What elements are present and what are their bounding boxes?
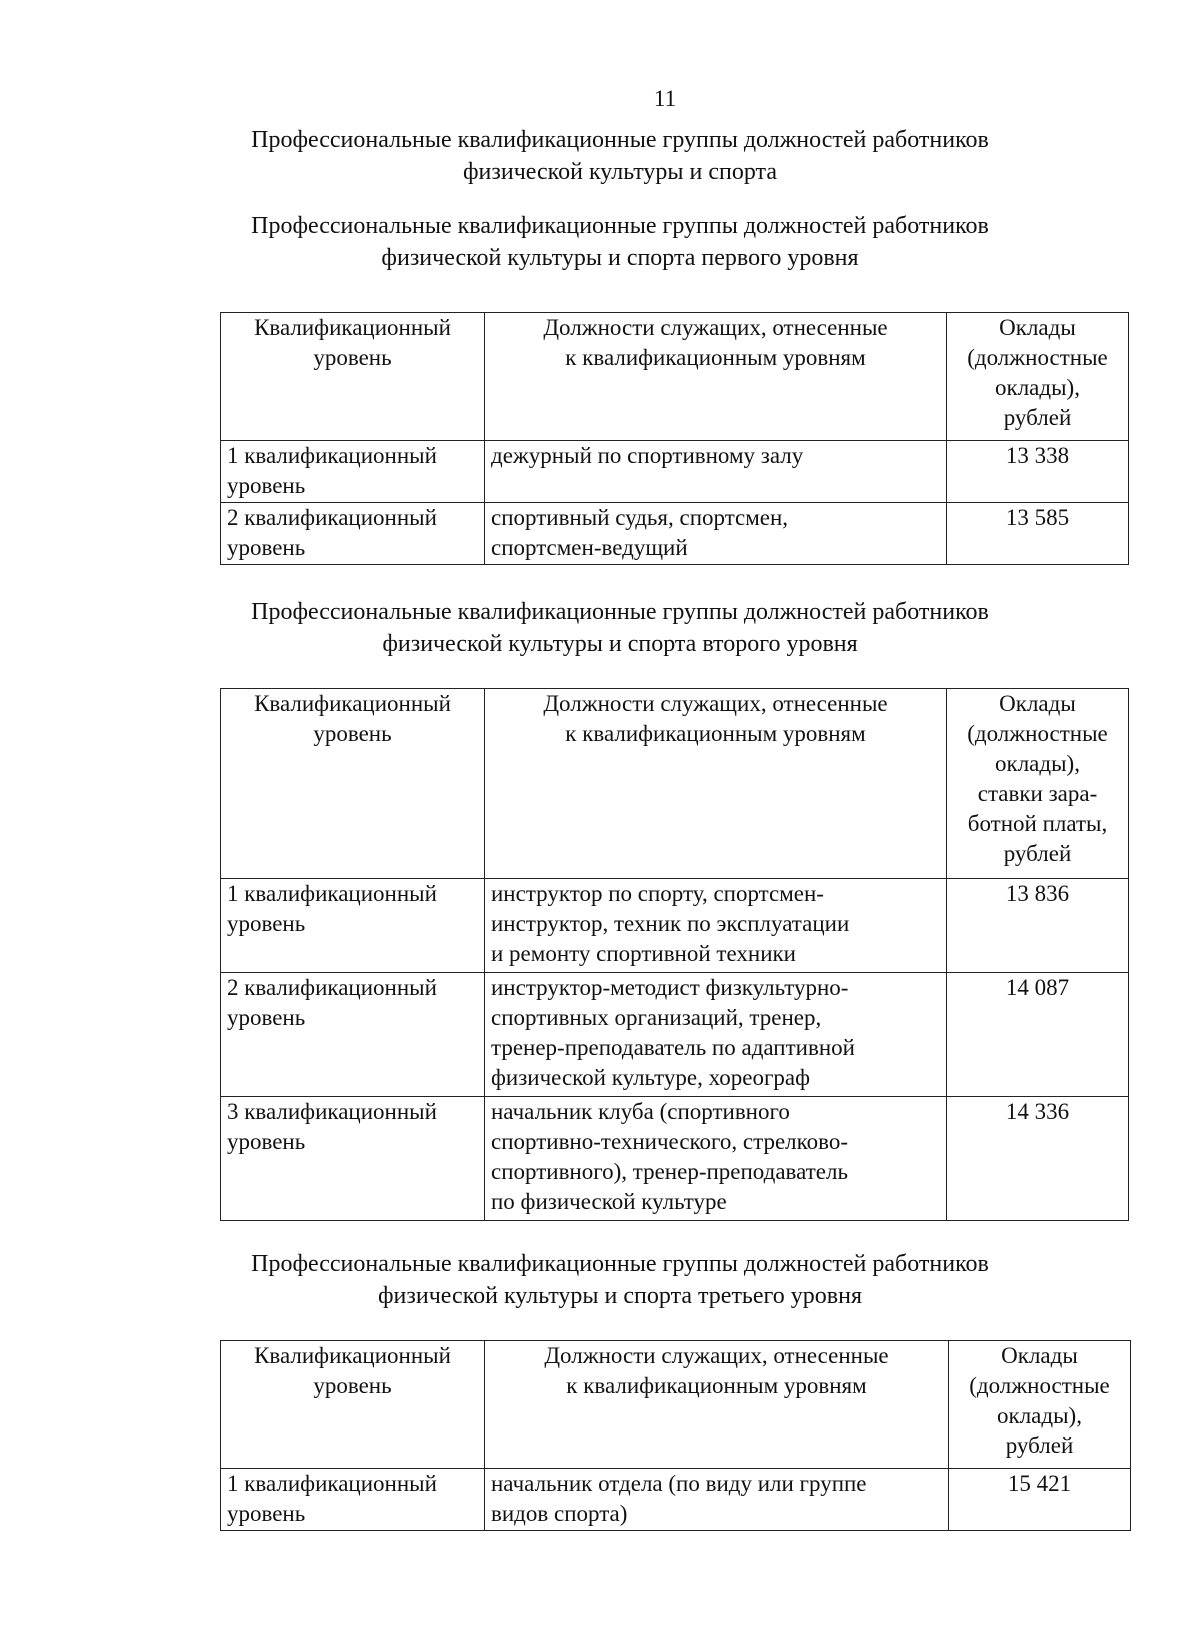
section-3-heading — [180, 1248, 1060, 1312]
column-header-positions: Должности служащих, отнесенные к квалификационным уровням — [485, 313, 947, 441]
positions-cell: начальник отдела (по виду или группе видов спорта) — [485, 1469, 949, 1531]
section-1-table — [220, 312, 1129, 565]
salary-cell: 14 087 — [947, 973, 1129, 1097]
section-heading-line: Профессиональные квалификационные группы должностей работников — [251, 599, 989, 625]
level-cell: 1 квалификационный уровень — [221, 1469, 485, 1531]
section-heading-line: Профессиональные квалификационные группы должностей работников — [251, 213, 989, 239]
table-row — [221, 1469, 1131, 1531]
section-2-heading — [180, 596, 1060, 660]
table-header-row — [221, 689, 1129, 879]
level-cell: 3 квалификационный уровень — [221, 1097, 485, 1221]
column-header-positions: Должности служащих, отнесенные к квалификационным уровням — [485, 1341, 949, 1469]
column-header-salary: Оклады (должностные оклады), ставки зара- ботной платы, рублей — [947, 689, 1129, 879]
table-row — [221, 973, 1129, 1097]
section-3-table — [220, 1340, 1131, 1531]
section-heading-line: Профессиональные квалификационные группы должностей работников — [251, 1251, 989, 1277]
level-cell: 2 квалификационный уровень — [221, 503, 485, 565]
salary-cell: 15 421 — [949, 1469, 1131, 1531]
document-title-line-1: Профессиональные квалификационные группы должностей работников — [251, 127, 989, 153]
section-heading-line: физической культуры и спорта первого уровня — [381, 245, 859, 271]
column-header-level: Квалификационный уровень — [221, 689, 485, 879]
level-cell: 2 квалификационный уровень — [221, 973, 485, 1097]
level-cell: 1 квалификационный уровень — [221, 441, 485, 503]
table-row — [221, 503, 1129, 565]
salary-cell: 13 338 — [947, 441, 1129, 503]
section-heading-line: физической культуры и спорта третьего уровня — [378, 1283, 862, 1309]
salary-cell: 13 836 — [947, 879, 1129, 973]
section-2-table — [220, 688, 1129, 1221]
column-header-positions: Должности служащих, отнесенные к квалификационным уровням — [485, 689, 947, 879]
table-row — [221, 441, 1129, 503]
positions-cell: дежурный по спортивному залу — [485, 441, 947, 503]
level-cell: 1 квалификационный уровень — [221, 879, 485, 973]
page-number: 11 — [653, 86, 677, 111]
positions-cell: спортивный судья, спортсмен, спортсмен-ведущий — [485, 503, 947, 565]
table-header-row — [221, 1341, 1131, 1469]
column-header-level: Квалификационный уровень — [221, 1341, 485, 1469]
section-1-heading — [180, 210, 1060, 274]
document-title — [180, 124, 1060, 188]
positions-cell: начальник клуба (спортивного спортивно-технического, стрелково- спортивного), тренер-преподаватель по физической культуре — [485, 1097, 947, 1221]
section-heading-line: физической культуры и спорта второго уровня — [382, 631, 858, 657]
column-header-salary: Оклады (должностные оклады), рублей — [947, 313, 1129, 441]
column-header-salary: Оклады (должностные оклады), рублей — [949, 1341, 1131, 1469]
positions-cell: инструктор-методист физкультурно- спортивных организаций, тренер, тренер-преподаватель по адаптивной физической культуре, хореограф — [485, 973, 947, 1097]
salary-cell: 14 336 — [947, 1097, 1129, 1221]
table-row — [221, 879, 1129, 973]
document-title-line-2: физической культуры и спорта — [462, 159, 777, 185]
positions-cell: инструктор по спорту, спортсмен- инструктор, техник по эксплуатации и ремонту спортивной техники — [485, 879, 947, 973]
table-header-row — [221, 313, 1129, 441]
column-header-level: Квалификационный уровень — [221, 313, 485, 441]
table-row — [221, 1097, 1129, 1221]
salary-cell: 13 585 — [947, 503, 1129, 565]
